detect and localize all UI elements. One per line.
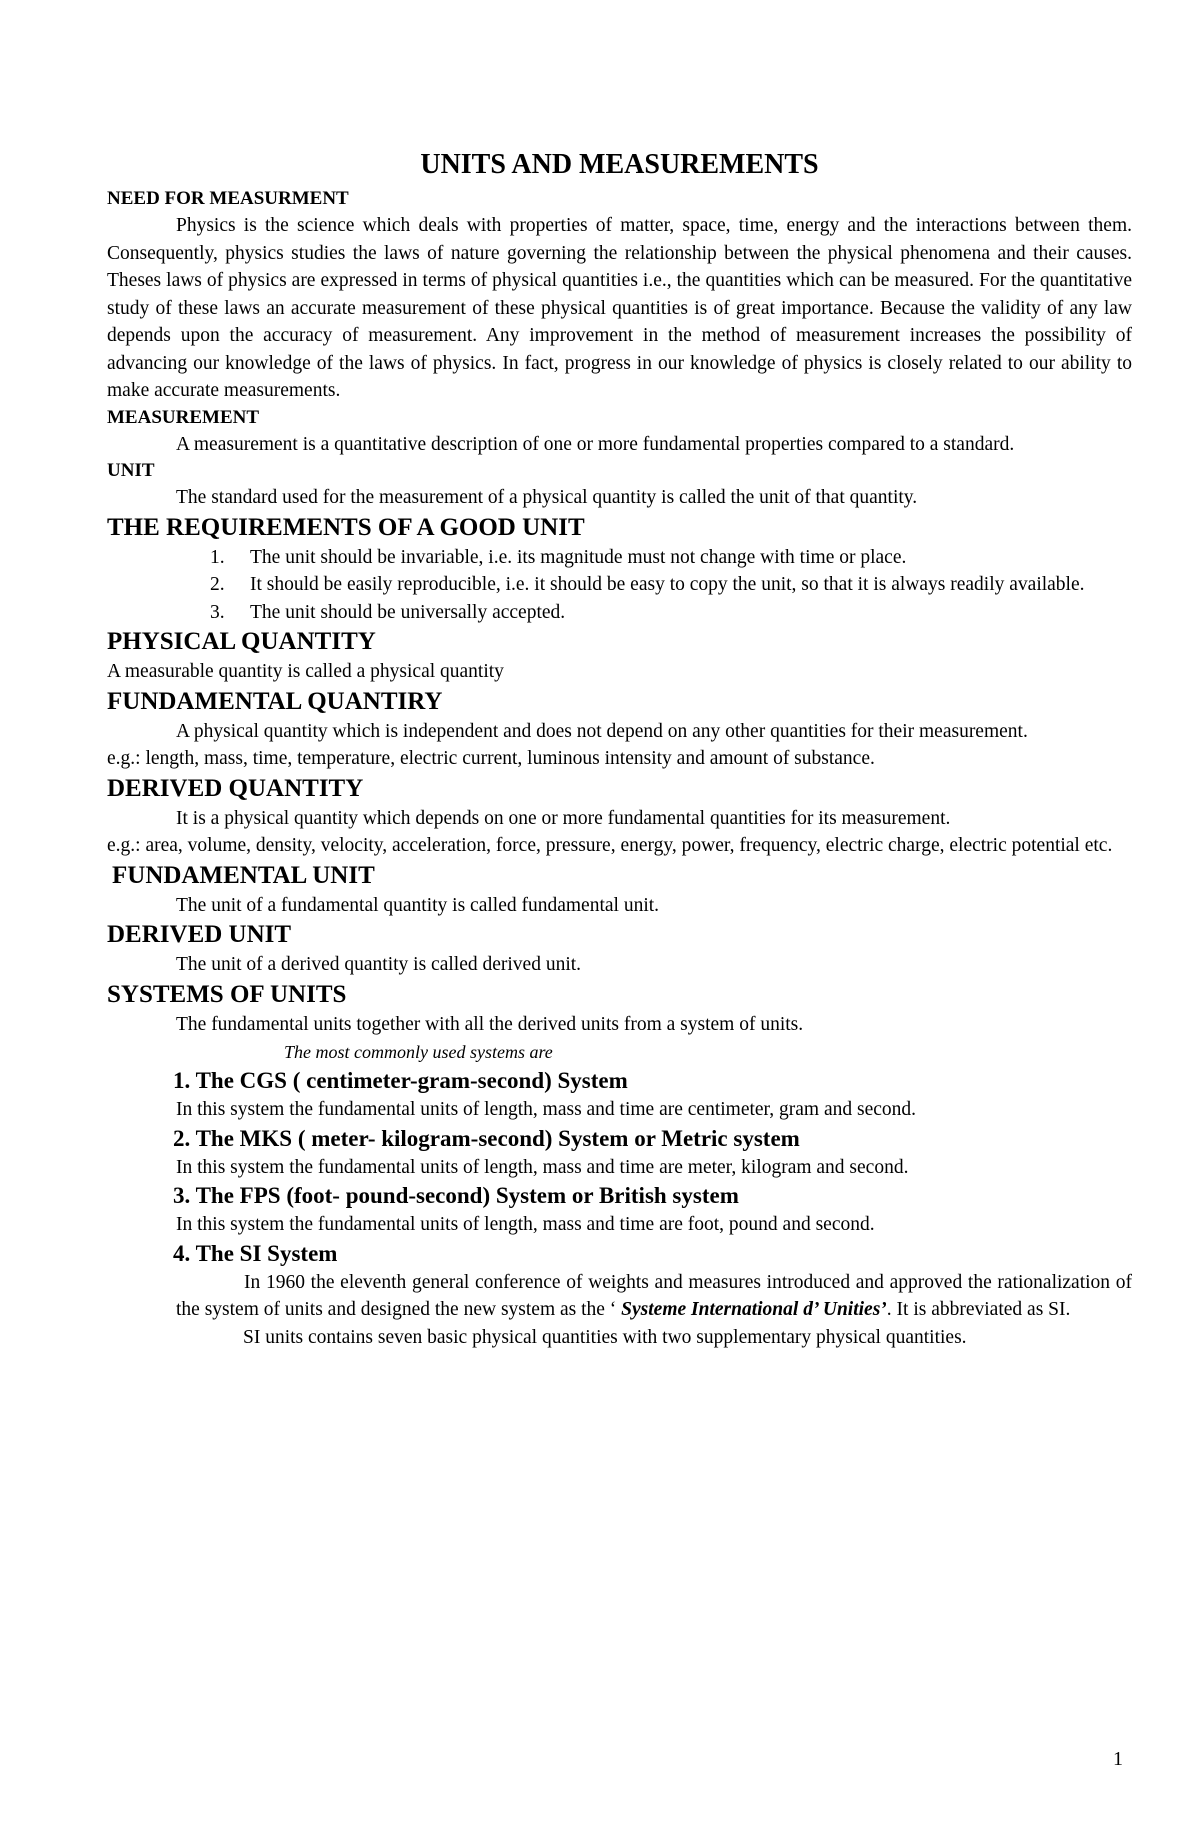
mks-heading: 2. The MKS ( meter- kilogram-second) System or Metric system	[173, 1125, 800, 1151]
derived-unit-heading: DERIVED UNIT	[107, 921, 292, 948]
measurement-heading: MEASUREMENT	[107, 406, 260, 428]
fundamental-unit-heading: FUNDAMENTAL UNIT	[112, 861, 375, 889]
si-paragraph: In 1960 the eleventh general conference of weights and measures introduced and approved the rationalization of the system of units and designed the new system as the ‘ Systeme International d’ Unities’. It is abbreviated as SI.	[176, 1271, 1132, 1320]
fundamental-unit-paragraph: The unit of a fundamental quantity is called fundamental unit.	[176, 894, 660, 916]
unit-paragraph: The standard used for the measurement of a physical quantity is called the unit of that quantity.	[176, 487, 918, 508]
si-emphasis: Systeme International d’ Unities’	[621, 1299, 887, 1320]
list-item: 1. The unit should be invariable, i.e. its magnitude must not change with time or place.	[210, 546, 907, 568]
measurement-paragraph: A measurement is a quantitative description of one or more fundamental properties compared to a standard.	[176, 433, 1015, 455]
fundamental-quantity-paragraph: A physical quantity which is independent and does not depend on any other quantities for their measurement.	[176, 720, 1028, 742]
systems-paragraph: The fundamental units together with all the derived units from a system of units.	[176, 1013, 804, 1035]
fps-heading: 3. The FPS (foot- pound-second) System or British system	[173, 1183, 739, 1208]
page-title: UNITS AND MEASUREMENTS	[420, 149, 819, 180]
si-paragraph-2: SI units contains seven basic physical quantities with two supplementary physical quantities.	[243, 1326, 967, 1348]
physical-quantity-heading: PHYSICAL QUANTITY	[107, 628, 376, 655]
derived-unit-paragraph: The unit of a derived quantity is called derived unit.	[176, 954, 582, 975]
mks-paragraph: In this system the fundamental units of length, mass and time are meter, kilogram and second.	[176, 1156, 909, 1178]
requirements-list	[107, 544, 1132, 627]
need-paragraph: Physics is the science which deals with properties of matter, space, time, energy and the interactions between them. Consequently, physics studies the laws of nature governing the relationship between the physical phenomena and their causes. Theses laws of physics are expressed in terms of physical quantities i.e., the quantities which can be measured. For the quantitative study of these laws an accurate measurement of these physical quantities is of great importance. Because the validity of any law depends upon the accuracy of measurement. Any improvement in the method of measurement increases the possibility of advancing our knowledge of the laws of physics. In fact, progress in our knowledge of physics is closely related to our ability to make accurate measurements.	[107, 215, 1132, 401]
systems-subtitle: The most commonly used systems are	[284, 1042, 553, 1062]
document-page	[107, 148, 1132, 1351]
fundamental-quantity-example: e.g.: length, mass, time, temperature, electric current, luminous intensity and amount of substance.	[107, 748, 875, 769]
fundamental-quantity-heading: FUNDAMENTAL QUANTIRY	[107, 687, 443, 715]
si-heading: 4. The SI System	[173, 1240, 338, 1266]
page-number: 1	[1113, 1748, 1123, 1770]
unit-heading: UNIT	[107, 460, 155, 481]
fps-paragraph: In this system the fundamental units of length, mass and time are foot, pound and second.	[176, 1214, 875, 1235]
list-item: 3. The unit should be universally accepted.	[210, 601, 566, 623]
derived-quantity-heading: DERIVED QUANTITY	[107, 774, 364, 802]
list-item: 2. It should be easily reproducible, i.e. it should be easy to copy the unit, so that it is always readily available.	[210, 574, 1085, 595]
requirements-heading: THE REQUIREMENTS OF A GOOD UNIT	[107, 513, 585, 541]
systems-heading: SYSTEMS OF UNITS	[107, 980, 347, 1008]
cgs-heading: 1. The CGS ( centimeter-gram-second) System	[173, 1068, 628, 1093]
physical-quantity-paragraph: A measurable quantity is called a physical quantity	[107, 661, 504, 682]
need-heading: NEED FOR MEASURMENT	[107, 188, 349, 209]
derived-quantity-example: e.g.: area, volume, density, velocity, acceleration, force, pressure, energy, power, frequency, electric charge, electric potential etc.	[107, 835, 1113, 856]
cgs-paragraph: In this system the fundamental units of length, mass and time are centimeter, gram and second.	[176, 1099, 917, 1120]
derived-quantity-paragraph: It is a physical quantity which depends on one or more fundamental quantities for its measurement.	[176, 807, 951, 829]
